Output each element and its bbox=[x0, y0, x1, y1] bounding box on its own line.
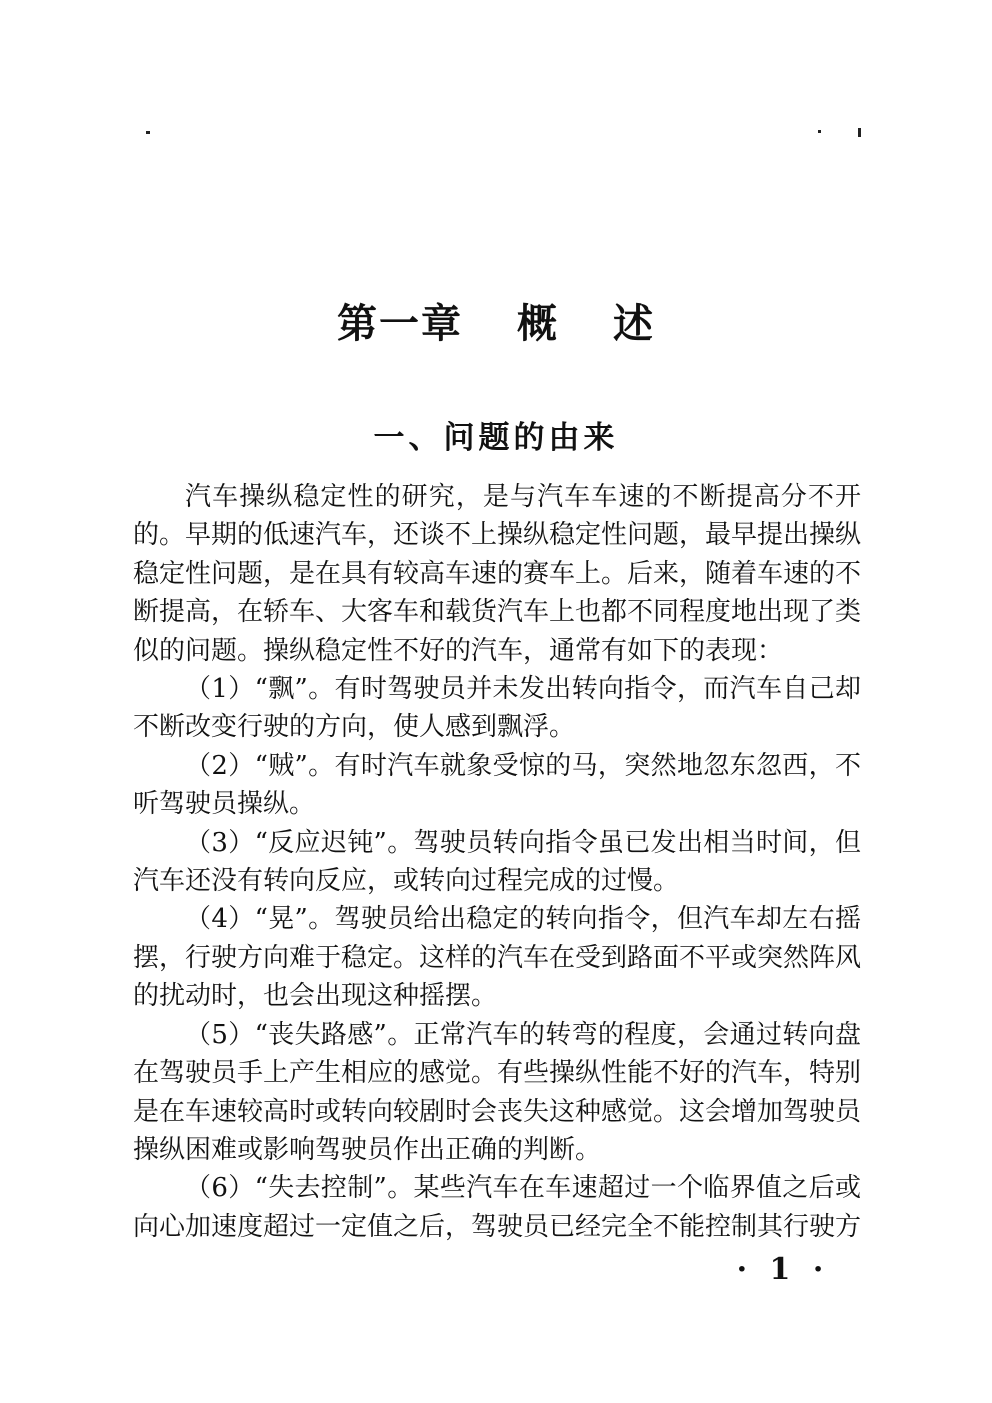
list-item-3: （3）“反应迟钝”。驾驶员转向指令虽已发出相当时间，但汽车还没有转向反应，或转向过程完成的过慢。 bbox=[133, 827, 861, 897]
list-item-6: （6）“失去控制”。某些汽车在车速超过一个临界值之后或向心加速度超过一定值之后，驾驶员已经完全不能控制其行驶方 bbox=[133, 1173, 862, 1242]
list-item-4: （4）“晃”。驾驶员给出稳定的转向指令，但汽车却左右摇摆，行驶方向难于稳定。这样的汽车在受到路面不平或突然阵风的扰动时，也会出现这种摇摆。 bbox=[133, 904, 862, 1012]
intro-paragraph: 汽车操纵稳定性的研究，是与汽车车速的不断提高分不开的。早期的低速汽车，还谈不上操纵稳定性问题，最早提出操纵稳定性问题，是在具有较高车速的赛车上。后来，随着车速的不断提高，在轿车、大客车和载货汽车上也都不同程度地出现了类似的问题。操纵稳定性不好的汽车，通常有如下的表现： bbox=[133, 482, 862, 666]
scan-speck bbox=[858, 128, 861, 137]
scan-speck bbox=[818, 130, 821, 133]
chapter-number: 第一章 bbox=[337, 300, 463, 347]
page-number: · 1 · bbox=[736, 1252, 830, 1287]
list-item-1: （1）“飘”。有时驾驶员并未发出转向指令，而汽车自己却不断改变行驶的方向，使人感到飘浮。 bbox=[133, 674, 861, 743]
body-text bbox=[133, 478, 861, 1246]
list-item-5: （5）“丧失路感”。正常汽车的转弯的程度，会通过转向盘在驾驶员手上产生相应的感觉。有些操纵性能不好的汽车，特别是在车速较高时或转向较剧时会丧失这种感觉。这会增加驾驶员操纵困难或影响驾驶员作出正确的判断。 bbox=[133, 1019, 862, 1165]
chapter-title-char-2: 述 bbox=[613, 300, 655, 347]
list-item-2: （2）“贼”。有时汽车就象受惊的马，突然地忽东忽西，不听驾驶员操纵。 bbox=[133, 750, 861, 820]
chapter-title-char-1: 概 bbox=[517, 300, 559, 347]
chapter-title bbox=[0, 292, 992, 349]
section-title: 一、问题的由来 bbox=[373, 420, 619, 456]
scan-speck bbox=[146, 131, 150, 134]
